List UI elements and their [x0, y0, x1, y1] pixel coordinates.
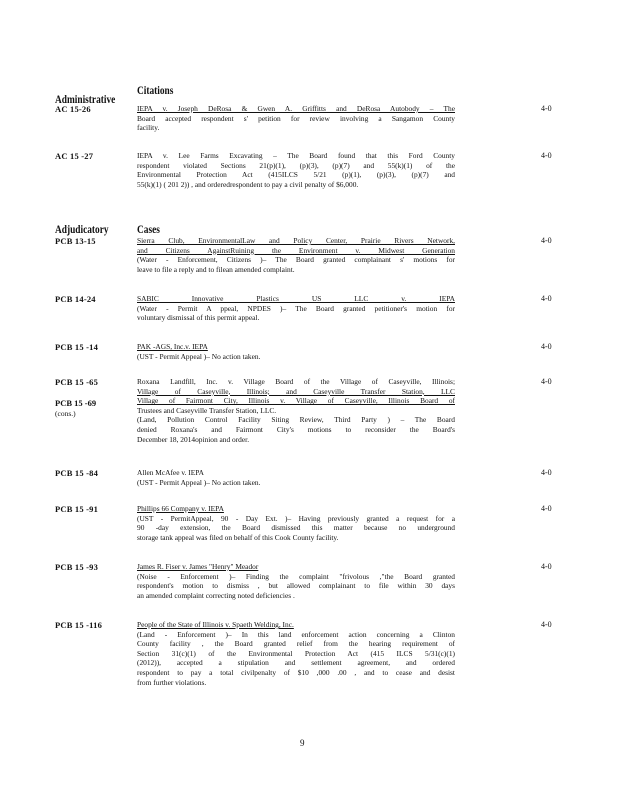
case-description	[137, 504, 455, 542]
description-line: Environmental Protection Act (415ILCS 5/21 (p)(1), (p)(3), (p)(7) and	[137, 170, 455, 180]
description-line: voluntary dismissal of this permit appeal.	[137, 313, 260, 323]
case-number: PCB 15 -93	[55, 562, 99, 572]
description-line: Section 31(c)(1) of the Environmental Protection Act (415 ILCS 5/31(c)(1)	[137, 648, 455, 658]
vote-count: 4-0	[541, 504, 552, 513]
case-description	[137, 151, 455, 189]
case-number: AC 15-26	[55, 104, 91, 114]
description-line: IEPA v. Lee Farms Excavating – The Board found that this Ford County	[137, 151, 455, 160]
description-line: (Water - Enforcement, Citizens )– The Board granted complainant s' motions for	[137, 255, 455, 265]
case-caption: Phillips 66 Company v. IEPA	[137, 504, 224, 513]
description-line: facility.	[137, 123, 160, 133]
case-description	[137, 562, 455, 600]
description-line: leave to file a reply and to filean amended complaint.	[137, 264, 295, 274]
description-line: Board accepted respondent s' petition for review involving a Sangamon County	[137, 113, 455, 123]
case-description	[137, 104, 455, 133]
case-number-consolidated: PCB 15 -69	[55, 398, 97, 408]
case-description	[137, 620, 455, 687]
vote-count: 4-0	[541, 342, 552, 351]
case-caption: PAK -AGS, Inc.v. IEPA	[137, 342, 208, 351]
vote-count: 4-0	[541, 294, 552, 303]
case-number: PCB 13-15	[55, 236, 96, 246]
description-line: (Land, Pollution Control Facility Siting Review, Third Party ) – The Board	[137, 415, 455, 425]
case-caption: Trustees and Caseyville Transfer Station, LLC.	[137, 405, 277, 415]
description-line: December 18, 2014opinion and order.	[137, 434, 250, 444]
description-line: (Noise - Enforcement )– Finding the complaint "frivolous ,"the Board granted	[137, 571, 455, 581]
description-line: (Land - Enforcement )– In this land enforcement action concerning a Clinton	[137, 629, 455, 639]
case-caption: James R. Fiser v. James "Henry" Meador	[137, 562, 259, 571]
case-caption: IEPA v. Joseph DeRosa & Gwen A. Griffitts and DeRosa Autobody – The	[137, 104, 455, 113]
vote-count: 4-0	[541, 236, 552, 245]
description-line: respondent to pay a total civilpenalty of $10 ,000 .00 , and to cease and desist	[137, 667, 455, 677]
case-description	[137, 294, 455, 323]
description-line: (2012)), accepted a stipulation and settlement agreement, and ordered	[137, 658, 455, 668]
case-number: PCB 15 -116	[55, 620, 103, 630]
case-number: PCB 15 -65	[55, 377, 99, 387]
description-line: respondent violated Sections 21(p)(1), (p)(3), (p)(7) and 55(k)(1) of the	[137, 160, 455, 170]
case-caption: People of the State of Illinois v. Spaeth Welding, Inc.	[137, 620, 294, 629]
vote-count: 4-0	[541, 562, 552, 571]
page-number: 9	[300, 738, 305, 748]
case-number: PCB 15 -84	[55, 468, 99, 478]
administrative-heading: Administrative	[55, 92, 116, 106]
adjudicatory-heading: Adjudicatory	[55, 222, 109, 236]
case-description	[137, 377, 455, 444]
description-line: denied Roxana's and Fairmont City's motions to reconsider the Board's	[137, 424, 455, 434]
case-number: PCB 15 -14	[55, 342, 99, 352]
description-line: 90 -day extension, the Board dismissed this matter because no underground	[137, 523, 455, 533]
description-line: (UST - Permit Appeal )– No action taken.	[137, 351, 261, 361]
citations-heading: Citations	[137, 83, 174, 97]
vote-count: 4-0	[541, 468, 552, 477]
case-caption: Allen McAfee v. IEPA	[137, 468, 204, 477]
vote-count: 4-0	[541, 620, 552, 629]
case-caption: Village of Caseyville, Illinois; and Caseyville Transfer Station, LLC	[137, 386, 455, 396]
vote-count: 4-0	[541, 104, 552, 113]
vote-count: 4-0	[541, 377, 552, 386]
description-line: (UST - Permit Appeal )– No action taken.	[137, 477, 261, 487]
description-line: (UST - PermitAppeal, 90 - Day Ext. )– Having previously granted a request for a	[137, 513, 455, 523]
description-line: storage tank appeal was filed on behalf of this Cook County facility.	[137, 532, 339, 542]
case-caption: Roxana Landfill, Inc. v. Village Board of the Village of Caseyville, Illinois;	[137, 377, 455, 386]
consolidated-label: (cons.)	[55, 409, 76, 418]
case-caption: and Citizens AgainstRuining the Environment v. Midwest Generation	[137, 245, 455, 255]
description-line: 55(k)(1) ( 201 2)) , and orderedrespondent to pay a civil penalty of $6,000.	[137, 179, 359, 189]
description-line: (Water - Permit A ppeal, NPDES )– The Board granted petitioner's motion for	[137, 303, 455, 313]
case-description	[137, 342, 337, 361]
case-caption: Sierra Club, EnvironmentalLaw and Policy Center, Prairie Rivers Network,	[137, 236, 455, 245]
case-number: AC 15 -27	[55, 151, 94, 161]
description-line: County facility , the Board granted relief from the hearing requirement of	[137, 639, 455, 649]
description-line: respondent's motion to dismiss , but allowed complainant to file within 30 days	[137, 581, 455, 591]
case-number: PCB 14-24	[55, 294, 96, 304]
case-number: PCB 15 -91	[55, 504, 99, 514]
cases-heading: Cases	[137, 222, 160, 236]
case-caption: Village of Fairmont City, Illinois v. Village of Caseyville, Illinois Board of	[137, 396, 455, 406]
case-caption: SABIC Innovative Plastics US LLC v. IEPA	[137, 294, 455, 303]
description-line: an amended complaint correcting noted deficiencies .	[137, 590, 295, 600]
description-line: from further violations.	[137, 677, 207, 687]
case-description	[137, 468, 337, 487]
vote-count: 4-0	[541, 151, 552, 160]
case-description	[137, 236, 455, 274]
